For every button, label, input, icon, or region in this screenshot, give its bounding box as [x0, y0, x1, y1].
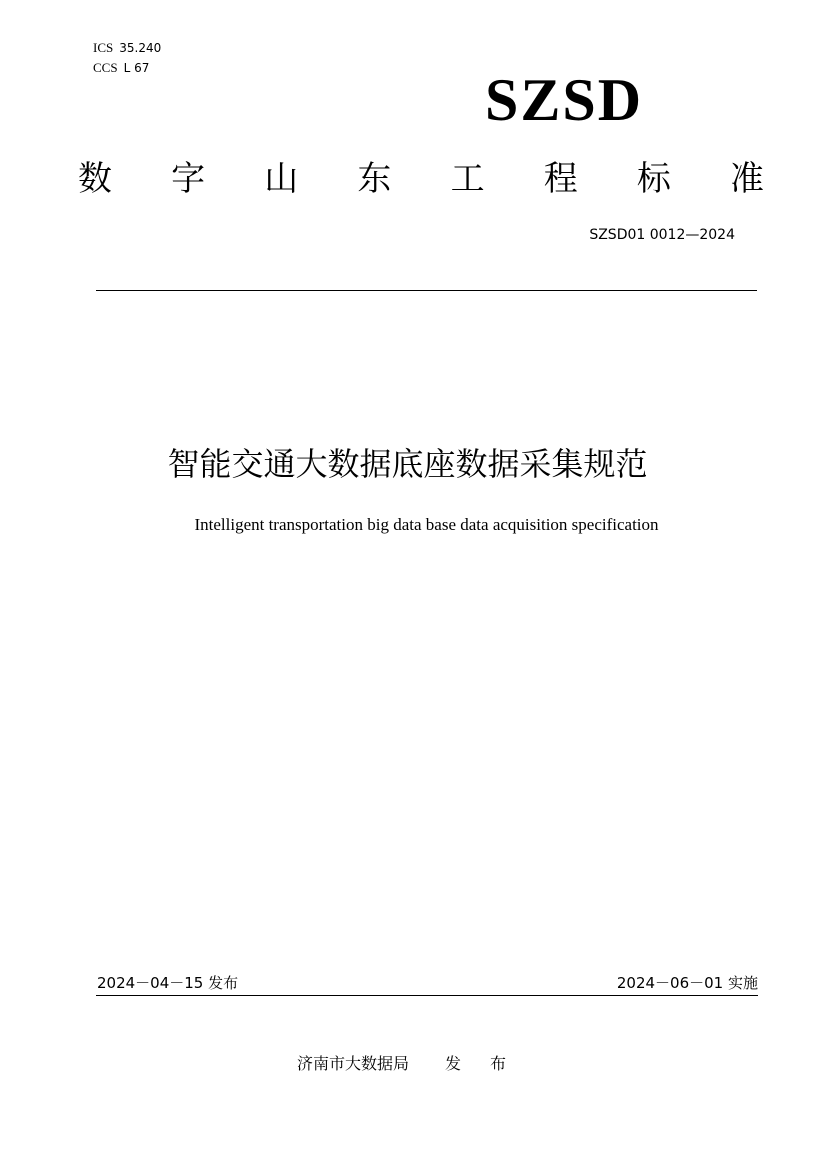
- ccs-code: [93, 58, 161, 78]
- issuer-action: 发 布: [444, 1054, 519, 1073]
- document-title-chinese: 智能交通大数据底座数据采集规范: [167, 445, 648, 483]
- ics-value: 35.240: [119, 41, 162, 55]
- series-char: 工: [450, 159, 485, 199]
- bottom-divider: [96, 995, 758, 996]
- standard-number: SZSD01 0012—2024: [589, 227, 735, 243]
- implementation-date: 2024－06－01 实施: [616, 974, 758, 992]
- series-char: 标: [636, 159, 671, 199]
- series-char: 山: [264, 159, 299, 199]
- standard-logo: SZSD: [485, 67, 644, 133]
- standard-series-title: [78, 157, 764, 201]
- series-char: 准: [729, 159, 764, 199]
- series-char: 字: [171, 159, 206, 199]
- series-char: 程: [543, 159, 578, 199]
- ccs-value: L 67: [123, 61, 150, 75]
- issuer-name: 济南市大数据局: [296, 1054, 409, 1073]
- top-divider: [96, 290, 757, 291]
- ccs-label: CCS: [93, 60, 118, 75]
- ics-code: [93, 38, 161, 58]
- series-char: 数: [78, 159, 112, 199]
- issuing-authority: [0, 1052, 815, 1076]
- release-date: 2024－04－15 发布: [97, 974, 239, 992]
- document-title-english: Intelligent transportation big data base data acquisition specification: [194, 515, 659, 534]
- classification-codes: [93, 38, 161, 78]
- ics-label: ICS: [93, 40, 114, 55]
- series-char: 东: [357, 159, 392, 199]
